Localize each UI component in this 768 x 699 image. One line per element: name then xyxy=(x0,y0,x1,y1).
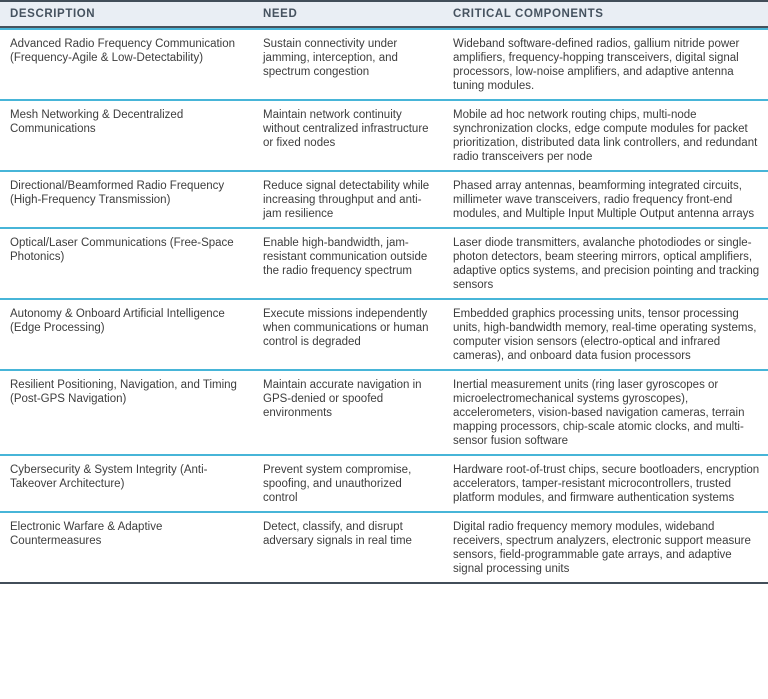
cell-description: Optical/Laser Communications (Free-Space Photonics) xyxy=(10,237,234,263)
cell-description: Autonomy & Onboard Artificial Intelligence (Edge Processing) xyxy=(10,308,225,334)
cell-description: Electronic Warfare & Adaptive Countermeasures xyxy=(10,521,163,547)
cell-components: Mobile ad hoc network routing chips, multi-node synchronization clocks, edge compute modules for packet prioritization, distributed data link controllers, and redundant radio transceivers per node xyxy=(453,109,758,163)
table-row xyxy=(0,170,768,227)
table-header-row xyxy=(0,2,768,28)
cell-components: Phased array antennas, beamforming integrated circuits, millimeter wave transceivers, radio frequency front-end modules, and Multiple Input Multiple Output antenna arrays xyxy=(453,180,755,220)
cell-components: Wideband software-defined radios, gallium nitride power amplifiers, frequency-hopping transceivers, digital signal processors, low-noise amplifiers, and adaptive antenna tuning modules. xyxy=(453,38,740,92)
header-cell-critical-components: CRITICAL COMPONENTS xyxy=(453,8,604,20)
cell-need: Maintain accurate navigation in GPS-denied or spoofed environments xyxy=(263,379,422,419)
cell-need: Execute missions independently when communications or human control is degraded xyxy=(263,308,429,348)
cell-description: Mesh Networking & Decentralized Communications xyxy=(10,109,184,135)
cell-components: Digital radio frequency memory modules, wideband receivers, spectrum analyzers, electronic support measure sensors, field-programmable gate arrays, and adaptive signal processing units xyxy=(453,521,751,575)
cell-need: Maintain network continuity without centralized infrastructure or fixed nodes xyxy=(263,109,429,149)
table-row xyxy=(0,227,768,298)
cell-need: Prevent system compromise, spoofing, and unauthorized control xyxy=(263,464,412,504)
table-row xyxy=(0,99,768,170)
cell-need: Reduce signal detectability while increasing throughput and anti-jam resilience xyxy=(263,180,430,220)
cell-description: Resilient Positioning, Navigation, and Timing (Post-GPS Navigation) xyxy=(10,379,237,405)
cell-components: Hardware root-of-trust chips, secure bootloaders, encryption accelerators, tamper-resistant microcontrollers, trusted platform modules, and firmware authentication systems xyxy=(453,464,760,504)
cell-components: Embedded graphics processing units, tensor processing units, high-bandwidth memory, real-time operating systems, computer vision sensors (electro-optical and infrared cameras), and onboard data fusion processors xyxy=(453,308,757,362)
cell-need: Enable high-bandwidth, jam-resistant communication outside the radio frequency spectrum xyxy=(263,237,428,277)
table-row xyxy=(0,298,768,369)
cell-description: Cybersecurity & System Integrity (Anti-Takeover Architecture) xyxy=(10,464,208,490)
header-cell-need: NEED xyxy=(263,8,298,20)
table-row xyxy=(0,369,768,454)
cell-components: Laser diode transmitters, avalanche photodiodes or single-photon detectors, beam steering mirrors, optical amplifiers, adaptive optics systems, and precision pointing and tracking sensors xyxy=(453,237,760,291)
header-cell-description: DESCRIPTION xyxy=(10,8,96,20)
table-row xyxy=(0,511,768,582)
table-row xyxy=(0,28,768,99)
cell-components: Inertial measurement units (ring laser gyroscopes or microelectromechanical systems gyroscopes), accelerometers, vision-based navigation cameras, terrain mapping processors, chip-scale atomic clocks, and multi-sensor fusion software xyxy=(453,379,745,447)
cell-need: Detect, classify, and disrupt adversary signals in real time xyxy=(263,521,412,547)
cell-description: Advanced Radio Frequency Communication (Frequency-Agile & Low-Detectability) xyxy=(10,38,236,64)
cell-need: Sustain connectivity under jamming, interception, and spectrum congestion xyxy=(263,38,398,78)
cell-description: Directional/Beamformed Radio Frequency (High-Frequency Transmission) xyxy=(10,180,225,206)
table-row xyxy=(0,454,768,511)
